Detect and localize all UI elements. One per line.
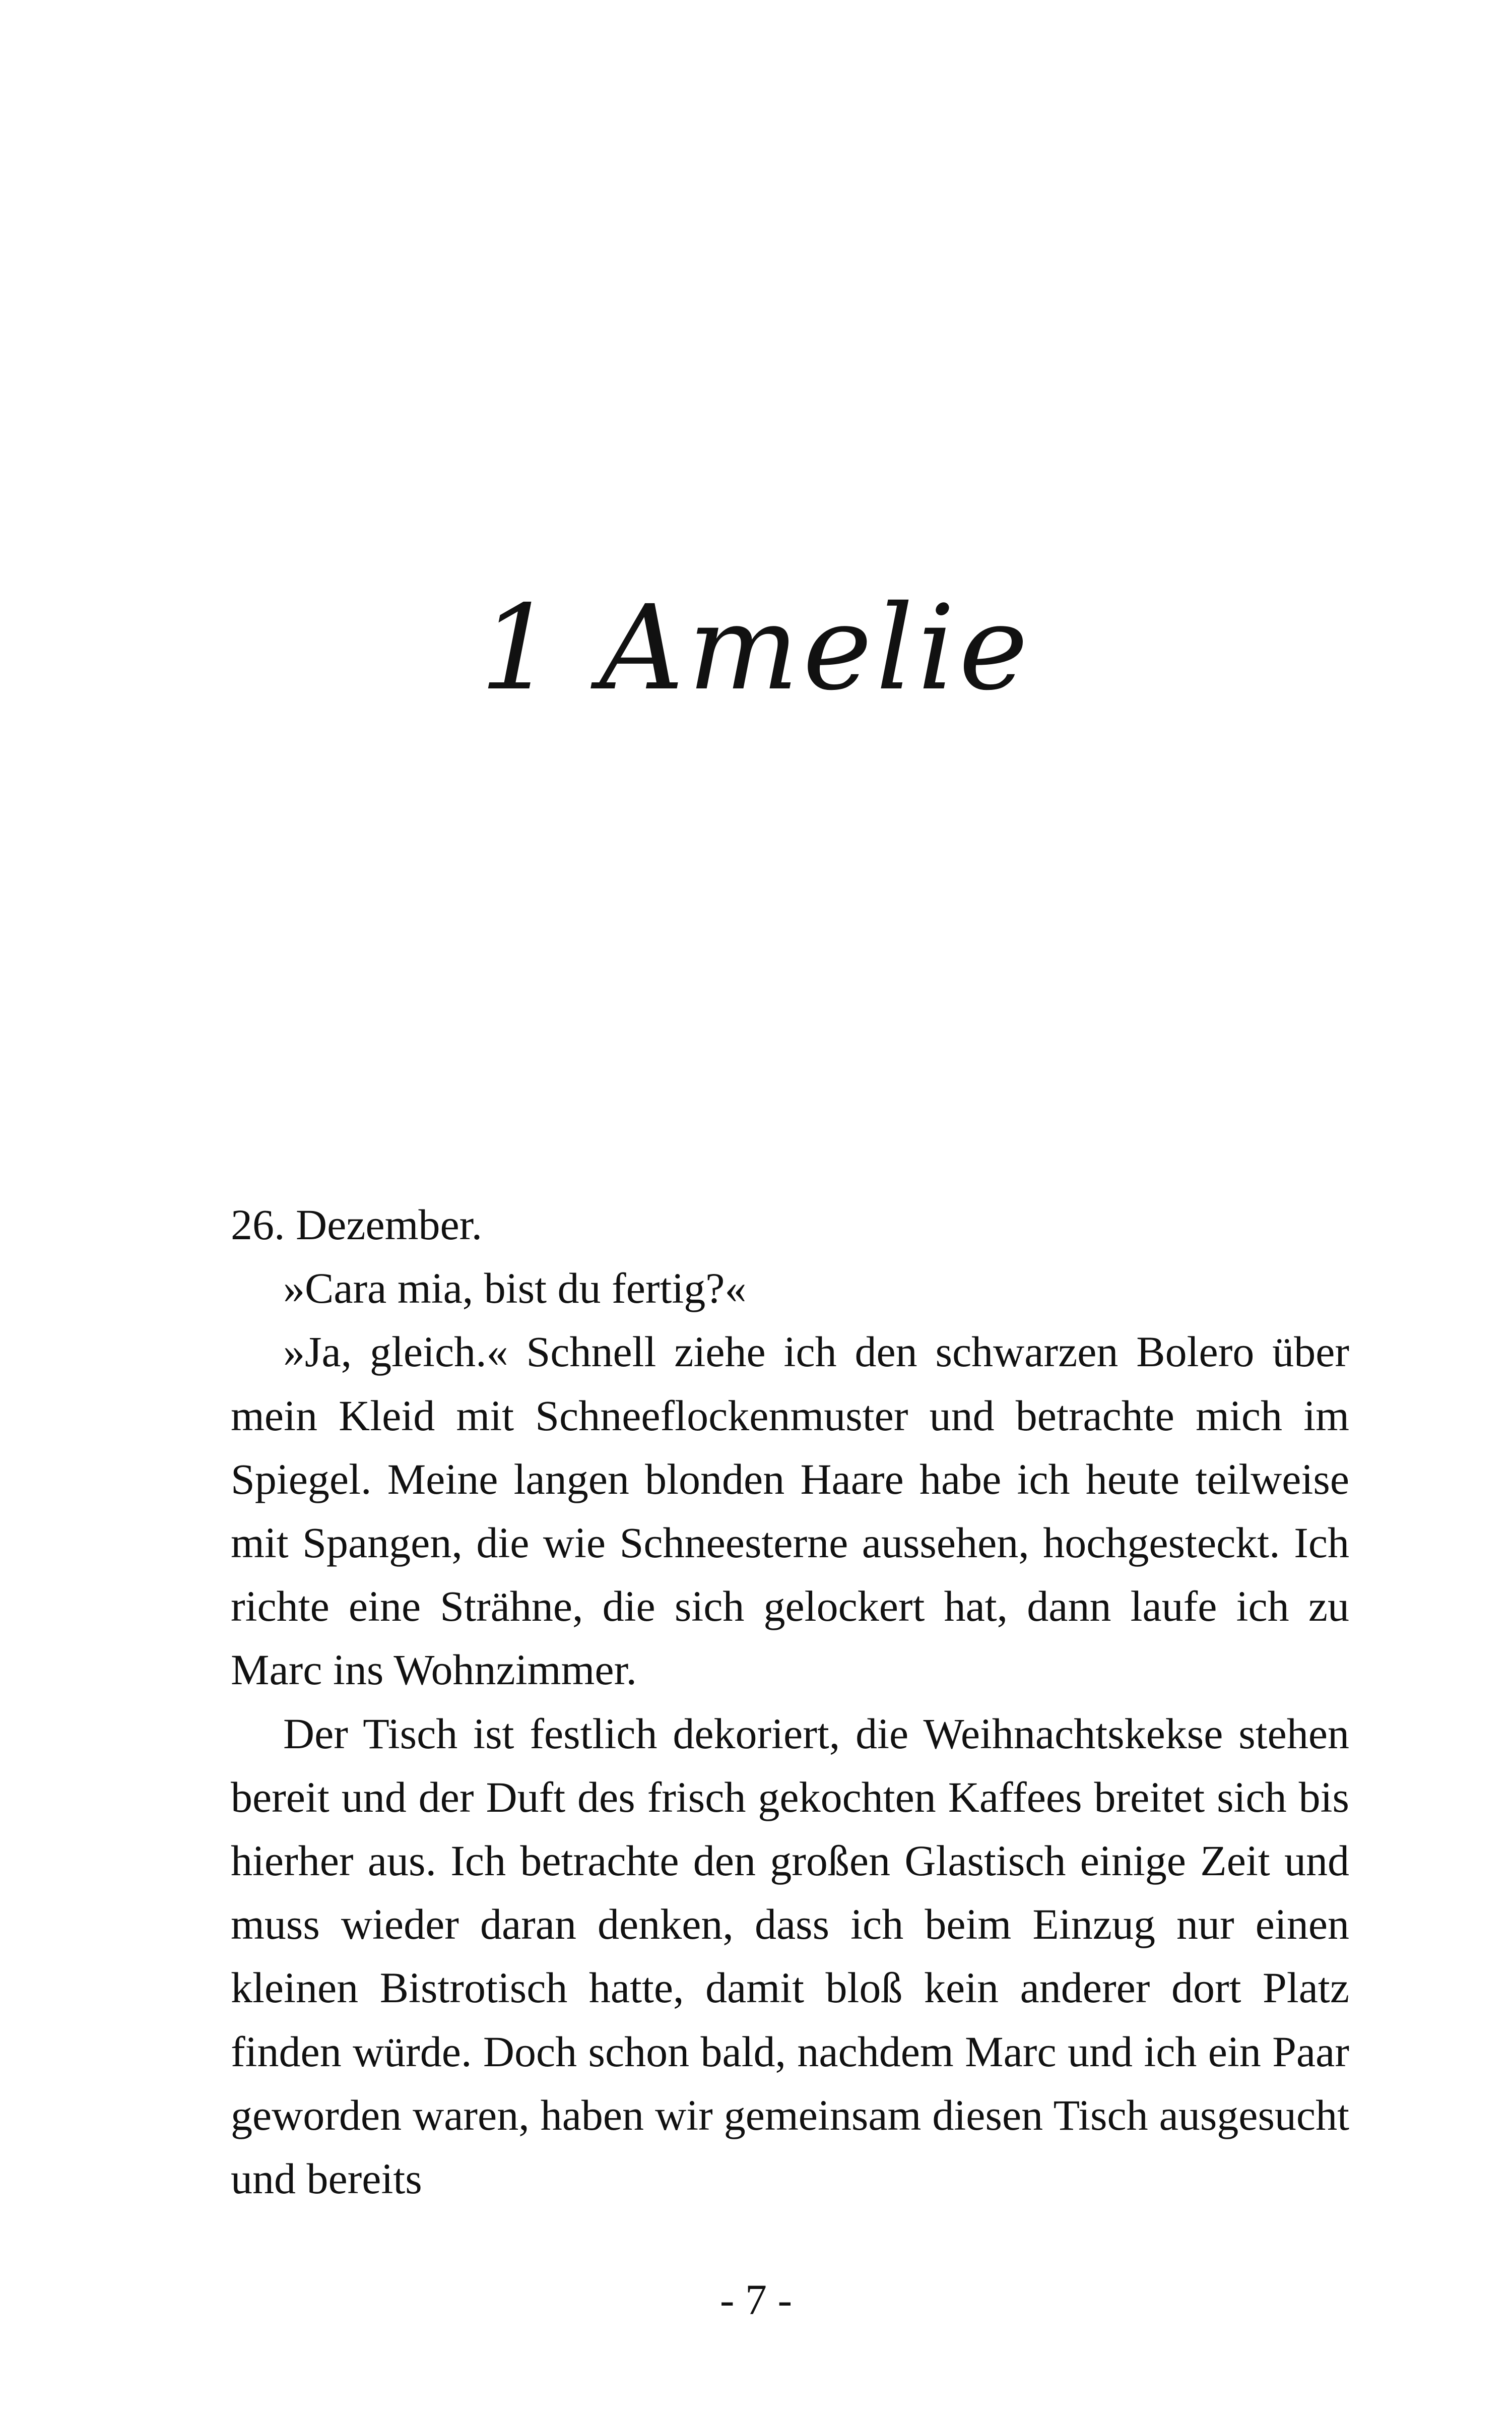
paragraph: »Ja, gleich.« Schnell ziehe ich den schwarzen Bolero über mein Kleid mit Schneeflockenmuster und betrachte mich im Spiegel. Meine langen blonden Haare habe ich heute teilweise mit Spangen, die wie Schneesterne aussehen, hochgesteckt. Ich richte eine Strähne, die sich gelockert hat, dann laufe ich zu Marc ins Wohnzimmer.	[231, 1327, 1349, 1694]
page-number: - 7 -	[719, 2275, 793, 2324]
paragraph: Der Tisch ist festlich dekoriert, die Weihnachtskekse stehen bereit und der Duft des frisch gekochten Kaffees breitet sich bis hierher aus. Ich betrachte den großen Glastisch einige Zeit und muss wieder daran denken, dass ich beim Einzug nur einen kleinen Bistrotisch hatte, damit bloß kein anderer dort Platz finden würde. Doch schon bald, nachdem Marc und ich ein Paar geworden waren, haben wir gemeinsam diesen Tisch ausgesucht und bereits	[231, 1709, 1349, 2203]
body-text	[231, 1193, 1349, 2210]
date-line: 26. Dezember.	[231, 1200, 483, 1249]
chapter-title: 1 Amelie	[480, 580, 1032, 716]
paragraph: »Cara mia, bist du fertig?«	[283, 1264, 747, 1313]
